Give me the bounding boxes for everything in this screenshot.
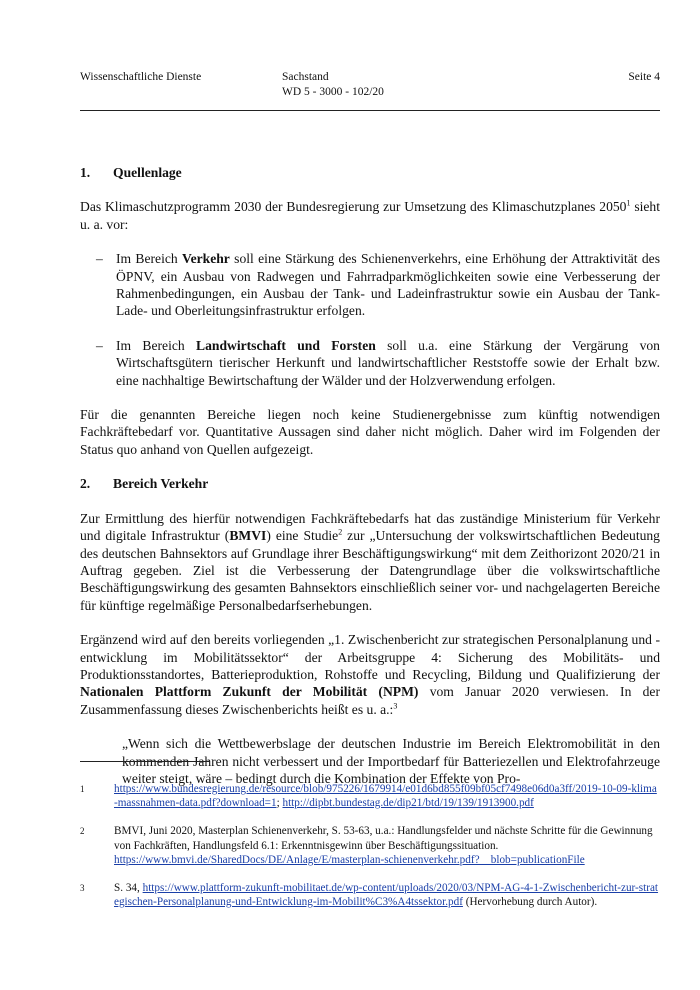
footnote-link-bundestag[interactable]: http://dipbt.bundestag.de/dip21/btd/19/139/1913900.pdf xyxy=(282,797,534,810)
list-item: – Im Bereich Landwirtschaft und Forsten soll u.a. eine Stärkung der Vergärung von Wirtschaftsgütern tierischer Herkunft und landwirtschaftlicher Reststoffe sowie der Erhalt bzw. eine nachhaltige Bewirtschaftung der Wälder und der Holzverwendung erfolgen. xyxy=(96,337,660,388)
header-document-info xyxy=(282,70,384,100)
page-header xyxy=(80,70,660,111)
footnote-ref-3[interactable]: 3 xyxy=(393,701,398,711)
footnote-2: 2 BMVI, Juni 2020, Masterplan Schienenverkehr, S. 53-63, u.a.: Handlungsfelder und nächste Schritte für die Gewinnung von Fachkräften, Handlungsfeld 6.1: Erkenntnisgewinn über Beschäftigungssituation. https://www.bmvi.de/SharedDocs/DE/Anlage/E/masterplan-schienenverkehr.pdf?__blob=publicationFile xyxy=(80,825,653,866)
section-heading-quellenlage xyxy=(80,164,660,181)
footnote-divider xyxy=(80,761,210,762)
page-body xyxy=(80,164,660,787)
footnote-link-bundesregierung[interactable]: https://www.bundesregierung.de/resource/blob/975226/1679914/e01d6bd855f09bf05cf7498e06d0a3ff/2019-10-09-klima-massnahmen-data.pdf?download=1 xyxy=(114,783,657,810)
footnote-number: 1 xyxy=(80,784,85,794)
footnotes xyxy=(80,782,660,923)
section-number: 1. xyxy=(80,165,91,180)
section-title: Bereich Verkehr xyxy=(113,476,209,492)
footnote-number: 3 xyxy=(80,883,85,894)
section-title: Quellenlage xyxy=(113,165,182,180)
bullet-list xyxy=(80,250,660,389)
paragraph-npm-report: Ergänzend wird auf den bereits vorliegenden „1. Zwischenbericht zur strategischen Personalplanung und -entwicklung im Mobilitätssektor“ der Arbeitsgruppe 4: Sicherung des Mobilitäts- und Produktionsstandortes, Batterieproduktion, Rohstoffe und Recycling, Bildung und Qualifizierung der Nationalen Plattform Zukunft der Mobilität (NPM) vom Januar 2020 verwiesen. In der Zusammenfassung dieses Zwischenberichts heißt es u. a.:$^3$ xyxy=(80,632,660,717)
footnote-number: 2 xyxy=(80,826,85,837)
section-heading-verkehr xyxy=(80,475,660,492)
paragraph-outro: Für die genannten Bereiche liegen noch keine Studienergebnisse zum künftig notwendigen Fachkräftebedarf vor. Quantitative Aussagen sind daher nicht möglich. Daher wird im Folgenden der Status quo anhand von Quellen aufgezeigt. xyxy=(80,407,660,457)
list-item: – Im Bereich Verkehr soll eine Stärkung des Schienenverkehrs, eine Erhöhung der Attraktivität des ÖPNV, ein Ausbau von Radwegen und Fahrradparkmöglichkeiten sowie eine Verbesserung der Rahmenbedingungen, ein Ausbau der Tank- und Ladeinfrastruktur sowie ein Ausbau der Tank- Lade- und Oberleitungsinfrastruktur erfolgen. xyxy=(96,251,660,319)
footnote-1: 1 https://www.bundesregierung.de/resource/blob/975226/1679914/e01d6bd855f09bf05cf7498e06d0a3ff/2019-10-09-klima-massnahmen-data.pdf?download=1; http://dipbt.bundestag.de/dip21/btd/19/139/1913900.pdf xyxy=(80,783,657,810)
paragraph-bmvi-study: Zur Ermittlung des hierfür notwendigen Fachkräftebedarfs hat das zuständige Ministerium für Verkehr und digitale Infrastruktur (BMVI) eine Studie$^2$ zur „Untersuchung der volkswirtschaftlichen Bedeutung des deutschen Bahnsektors auf Grundlage ihrer Beschäftigungswirkung“ mit dem Zeithorizont 2020/21 in Auftrag gegeben. Ziel ist die Verbesserung der Datengrundlage über die volkswirtschaftliche Beschäftigungswirkung des gesamten Bahnsektors einschließlich seiner vor- und nachgelagerten Bereiche für künftige regelmäßige Personalbedarfserhebungen. xyxy=(80,510,660,613)
footnote-ref-1[interactable]: 1 xyxy=(626,198,631,208)
header-institution: Wissenschaftliche Dienste xyxy=(80,71,202,83)
footnote-link-npm[interactable]: https://www.plattform-zukunft-mobilitaet.de/wp-content/uploads/2020/03/NPM-AG-4-1-Zwischenbericht-zur-strategischen-Personalplanung-und-Entwicklung-im-Mobilit%C3%A4tssektor.pdf xyxy=(114,882,659,909)
footnote-ref-2[interactable]: 2 xyxy=(338,527,343,537)
footnote-3: 3 S. 34, https://www.plattform-zukunft-mobilitaet.de/wp-content/uploads/2020/03/NPM-AG-4-1-Zwischenbericht-zur-strategischen-Personalplanung-und-Entwicklung-im-Mobilit%C3%A4tssektor.pdf (Hervorhebung durch Autor). xyxy=(80,882,659,909)
quote-block: „Wenn sich die Wettbewerbslage der deutschen Industrie im Bereich Elektromobilität in den kommenden Jahren nicht verbessert und der Importbedarf für Batteriezellen und Elektrofahrzeuge weiter steigt, wäre – bedingt durch die Kombination der Effekte von Pro- xyxy=(122,736,660,786)
paragraph-intro: Das Klimaschutzprogramm 2030 der Bundesregierung zur Umsetzung des Klimaschutzplanes 2050$^1$ sieht u. a. vor: xyxy=(80,198,661,232)
section-number: 2. xyxy=(80,476,91,492)
header-doc-type: Sachstand xyxy=(282,71,329,83)
header-page-number: Seite 4 xyxy=(628,71,660,83)
footnote-link-bmvi[interactable]: https://www.bmvi.de/SharedDocs/DE/Anlage/E/masterplan-schienenverkehr.pdf?__blob=publicationFile xyxy=(114,853,585,866)
header-doc-number: WD 5 - 3000 - 102/20 xyxy=(282,86,384,98)
